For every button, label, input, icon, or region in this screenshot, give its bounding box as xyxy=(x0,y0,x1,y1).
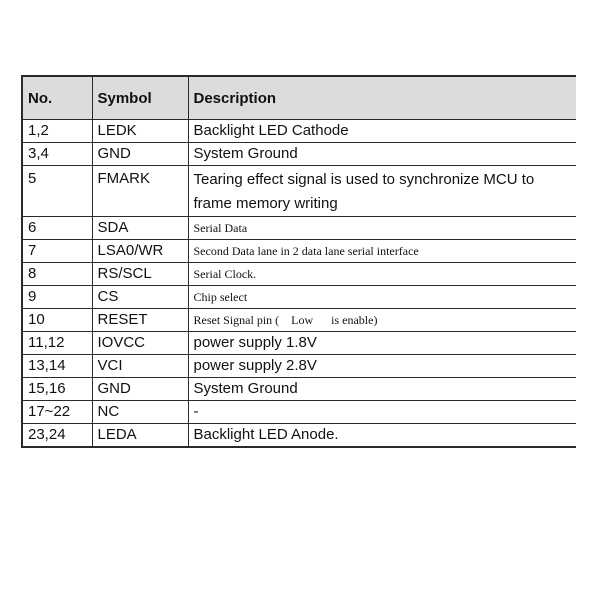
pin-number: 17~22 xyxy=(22,401,92,424)
pin-number: 8 xyxy=(22,263,92,286)
pin-description: System Ground xyxy=(188,378,576,401)
pin-symbol: CS xyxy=(92,286,188,309)
pin-number: 1,2 xyxy=(22,120,92,143)
table-row xyxy=(22,378,576,401)
table-row xyxy=(22,424,576,448)
table-row xyxy=(22,263,576,286)
pin-number: 6 xyxy=(22,217,92,240)
pin-symbol: GND xyxy=(92,143,188,166)
table-header xyxy=(22,76,576,120)
pin-number: 3,4 xyxy=(22,143,92,166)
pin-number: 23,24 xyxy=(22,424,92,448)
pin-description: Tearing effect signal is used to synchronize MCU to frame memory writing xyxy=(188,166,576,217)
header-symbol: Symbol xyxy=(92,76,188,120)
pin-description: Serial Clock. xyxy=(188,263,576,286)
table-row xyxy=(22,143,576,166)
pin-description: Chip select xyxy=(188,286,576,309)
pin-description: Serial Data xyxy=(188,217,576,240)
pin-symbol: LSA0/WR xyxy=(92,240,188,263)
pin-description: Backlight LED Anode. xyxy=(188,424,576,448)
table-row xyxy=(22,166,576,217)
pin-description: - xyxy=(188,401,576,424)
pin-description: Backlight LED Cathode xyxy=(188,120,576,143)
pin-number: 11,12 xyxy=(22,332,92,355)
table-row xyxy=(22,120,576,143)
pin-number: 15,16 xyxy=(22,378,92,401)
pin-symbol: IOVCC xyxy=(92,332,188,355)
pin-symbol: GND xyxy=(92,378,188,401)
pin-number: 9 xyxy=(22,286,92,309)
header-row xyxy=(22,76,576,120)
table-body xyxy=(22,120,576,448)
header-description: Description xyxy=(188,76,576,120)
table-row xyxy=(22,240,576,263)
pin-number: 7 xyxy=(22,240,92,263)
pin-symbol: NC xyxy=(92,401,188,424)
table-row xyxy=(22,286,576,309)
table-row xyxy=(22,355,576,378)
pin-number: 13,14 xyxy=(22,355,92,378)
table-row xyxy=(22,401,576,424)
table-row xyxy=(22,332,576,355)
table-row xyxy=(22,309,576,332)
pin-symbol: LEDK xyxy=(92,120,188,143)
pin-symbol: RESET xyxy=(92,309,188,332)
pin-description: power supply 2.8V xyxy=(188,355,576,378)
pin-description: power supply 1.8V xyxy=(188,332,576,355)
pin-description: System Ground xyxy=(188,143,576,166)
pin-number: 5 xyxy=(22,166,92,217)
pin-symbol: VCI xyxy=(92,355,188,378)
pin-symbol: LEDA xyxy=(92,424,188,448)
pin-symbol: SDA xyxy=(92,217,188,240)
pin-definition-table xyxy=(21,75,576,448)
pin-number: 10 xyxy=(22,309,92,332)
pin-symbol: FMARK xyxy=(92,166,188,217)
pin-description: Reset Signal pin ( Low is enable) xyxy=(188,309,576,332)
pin-description: Second Data lane in 2 data lane serial interface xyxy=(188,240,576,263)
header-no: No. xyxy=(22,76,92,120)
pin-symbol: RS/SCL xyxy=(92,263,188,286)
table-row xyxy=(22,217,576,240)
